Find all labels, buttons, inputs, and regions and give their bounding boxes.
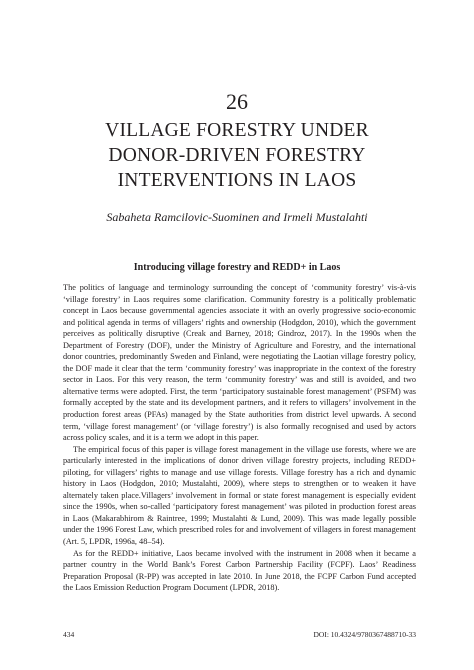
paragraph-1: The politics of language and terminology surrounding the concept of ‘community forestry’ vis-à-vis ‘village forestry’ in Laos requires some clarification. Community forestry is a politically problematic concept in Laos because governmental agencies associate it with an overly progressive socio-economic and political agenda in terms of villagers’ rights and ownership (Hodgdon, 2010), which the government perceives as politically disruptive (Creak and Barney, 2018; Gindroz, 2017). In the 1990s when the Department of Forestry (DOF), under the Ministry of Agriculture and Forestry, and the international donor countries, predominantly Sweden and Finland, were negotiating the Laotian village forestry policy, the DOF made it clear that the term ‘community forestry’ was inappropriate in the context of the forestry sector in Laos. For this very reason, the term ‘community forestry’ was and still is avoided, and two alternative terms were adopted. First, the term ‘participatory sustainable forest management’ (PSFM) was formally accepted by the state and its development partners, and it refers to villagers’ involvement in the production forest areas (PFAs) managed by the State authorities from district level upwards. A second term, ‘village forest management’ (or ‘village forestry’) is also formally recognised and used by actors across policy scales, and it is a term we adopt in this paper.	[63, 283, 416, 443]
body-text	[63, 282, 416, 594]
chapter-title-line-3: INTERVENTIONS IN LAOS	[117, 170, 357, 191]
chapter-title-line-1: VILLAGE FORESTRY UNDER	[105, 120, 369, 141]
paragraph-2: The empirical focus of this paper is village forest management in the village use forests, where we are particularly interested in the implications of donor driven village forestry projects, including REDD+ piloting, for villagers’ rights to manage and use village forests. Village forestry has a rich and dynamic history in Laos (Hodgdon, 2010; Mustalahti, 2009), where steps to strengthen or to weaken it have alternately taken place.Villagers’ involvement in formal or state forest management is especially evident since the 1990s, when so-called ‘participatory forest management’ was piloted in production forest areas in Laos (Makarabhirom & Raintree, 1999; Mustalahti & Lund, 2009). This was made legally possible under the 1996 Forest Law, which prescribed roles for and involvement of villagers in forest management (Art. 5, LPDR, 1996a, 48–54).	[63, 444, 416, 547]
chapter-number: 26	[226, 89, 248, 114]
doi-link[interactable]: DOI: 10.4324/9780367488710-33	[313, 630, 416, 639]
chapter-title-line-2: DONOR-DRIVEN FORESTRY	[108, 145, 366, 166]
paragraph-3: As for the REDD+ initiative, Laos became involved with the instrument in 2008 when it became a partner country in the World Bank’s Forest Carbon Partnership Facility (FCPF). Laos’ Readiness Preparation Proposal (R-PP) was accepted in late 2010. In June 2018, the FCPF Carbon Fund accepted the Laos Emission Reduction Program Document (LPDR, 2018).	[63, 548, 416, 593]
chapter-title	[40, 118, 434, 193]
section-heading: Introducing village forestry and REDD+ in Laos	[133, 262, 341, 273]
page-number: 434	[63, 630, 75, 639]
chapter-authors: Sabaheta Ramcilovic-Suominen and Irmeli Mustalahti	[106, 210, 368, 224]
